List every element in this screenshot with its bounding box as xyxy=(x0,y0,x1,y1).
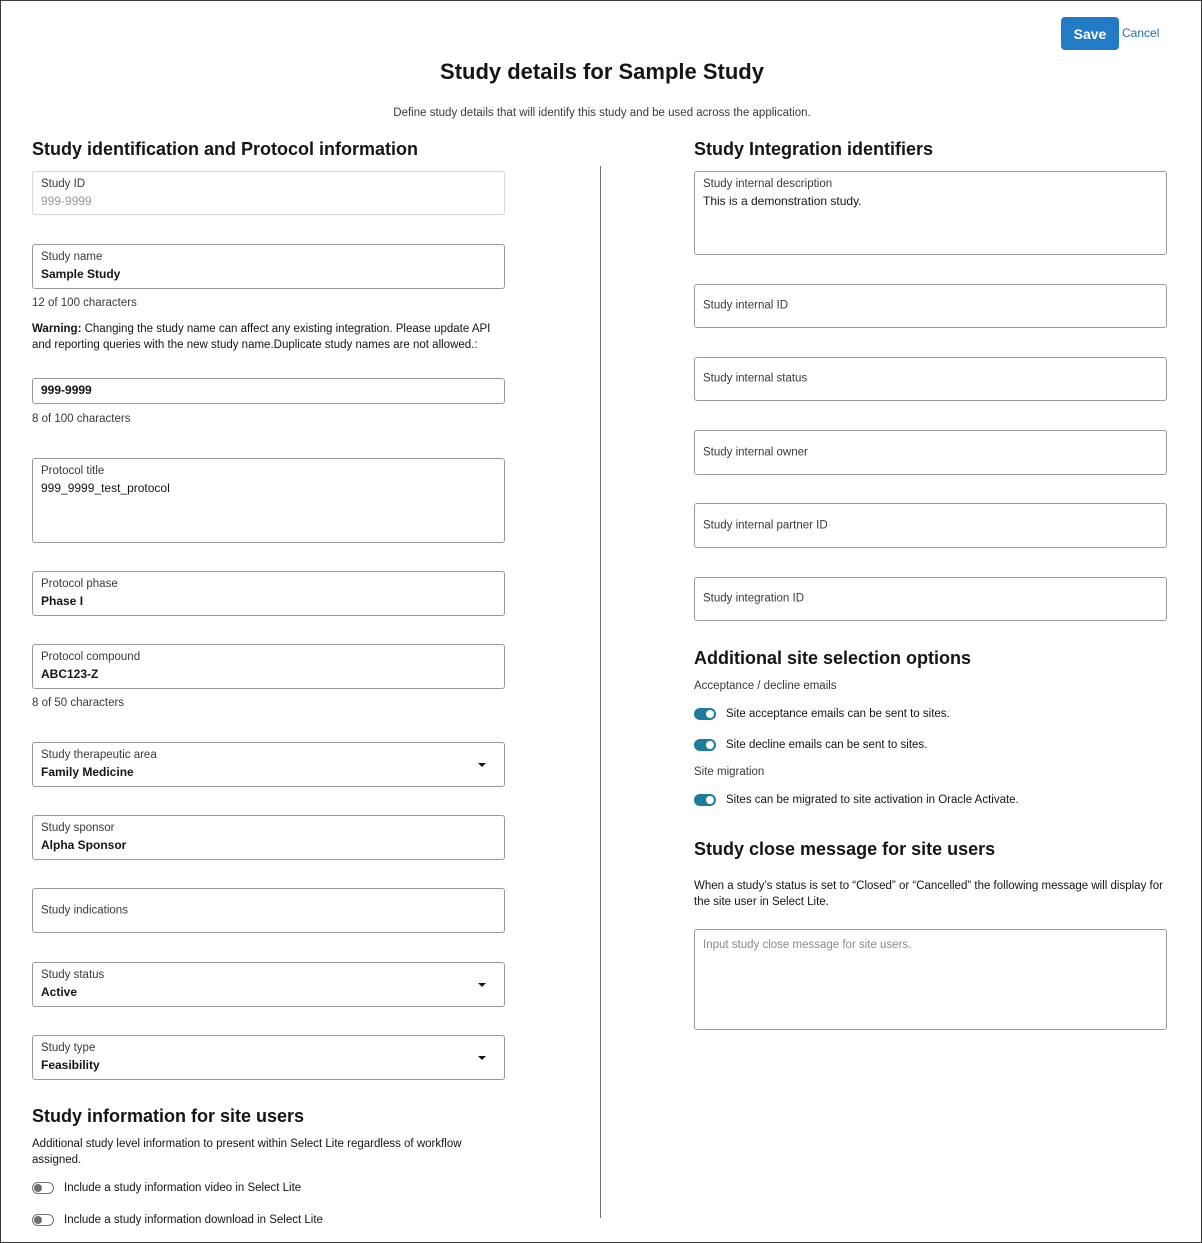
toggle-label-acceptance: Site acceptance emails can be sent to sites. xyxy=(726,708,950,720)
study-indications-label: Study indications xyxy=(41,904,128,916)
internal-description-field[interactable] xyxy=(694,171,1167,255)
column-divider xyxy=(600,166,601,1218)
study-id-value: 999-9999 xyxy=(41,194,92,208)
protocol-phase-value: Phase I xyxy=(41,594,84,608)
toggle-switch-decline[interactable] xyxy=(694,739,716,751)
close-message-placeholder: Input study close message for site users. xyxy=(703,939,912,951)
toggle-label-download: Include a study information download in Select Lite xyxy=(64,1214,323,1226)
toggle-label-video: Include a study information video in Select Lite xyxy=(64,1182,302,1194)
study-id-label: Study ID xyxy=(41,178,86,190)
chevron-down-icon[interactable] xyxy=(478,983,486,987)
therapeutic-area-select[interactable] xyxy=(32,742,505,787)
toggle-label-migration: Sites can be migrated to site activation in Oracle Activate. xyxy=(726,794,1019,806)
internal-owner-label: Study internal owner xyxy=(703,446,808,458)
close-message-textarea[interactable] xyxy=(694,929,1167,1030)
toggle-row-decline xyxy=(694,739,927,751)
internal-id-label: Study internal ID xyxy=(703,299,789,312)
protocol-compound-field[interactable] xyxy=(32,644,505,689)
section-title-site-selection: Additional site selection options xyxy=(694,648,972,668)
protocol-compound-value: ABC123-Z xyxy=(41,667,99,681)
study-indications-field[interactable] xyxy=(32,888,505,933)
protocol-title-label: Protocol title xyxy=(41,465,105,477)
internal-description-label: Study internal description xyxy=(703,178,833,190)
study-type-value: Feasibility xyxy=(41,1058,100,1072)
study-name-warning xyxy=(32,321,502,353)
therapeutic-area-value: Family Medicine xyxy=(41,765,134,779)
toggle-switch-migration[interactable] xyxy=(694,794,716,806)
page-title: Study details for Sample Study xyxy=(440,59,764,84)
study-id-field xyxy=(32,171,505,215)
section-title-identification: Study identification and Protocol information xyxy=(32,139,418,159)
integration-id-field[interactable] xyxy=(694,577,1167,621)
alt-name-input[interactable]: 999-9999 xyxy=(32,378,505,404)
study-sponsor-value: Alpha Sponsor xyxy=(41,838,127,852)
protocol-title-value: 999_9999_test_protocol xyxy=(41,481,170,495)
toggle-row-acceptance xyxy=(694,708,950,720)
protocol-phase-label: Protocol phase xyxy=(41,578,118,590)
study-name-label: Study name xyxy=(41,251,103,263)
save-button[interactable]: Save xyxy=(1061,17,1119,50)
warning-bold: Warning: xyxy=(32,323,82,335)
warning-text: Changing the study name can affect any existing integration. Please update API and reporting queries with the new study name.Duplicate study names are not allowed.: xyxy=(32,323,491,351)
acceptance-decline-label: Acceptance / decline emails xyxy=(694,680,837,692)
toggle-switch-acceptance[interactable] xyxy=(694,708,716,720)
internal-id-field[interactable] xyxy=(694,284,1167,328)
section-title-close-message: Study close message for site users xyxy=(694,839,996,859)
protocol-compound-label: Protocol compound xyxy=(41,651,141,663)
section-title-site-info: Study information for site users xyxy=(32,1106,305,1126)
integration-id-label: Study integration ID xyxy=(703,592,805,605)
toggle-switch-video[interactable] xyxy=(32,1182,54,1194)
internal-status-field[interactable] xyxy=(694,357,1167,401)
chevron-down-icon[interactable] xyxy=(478,763,486,767)
study-name-value: Sample Study xyxy=(41,267,121,281)
toggle-label-decline: Site decline emails can be sent to sites. xyxy=(726,739,928,751)
internal-partner-id-field[interactable] xyxy=(694,503,1167,548)
chevron-down-icon[interactable] xyxy=(478,1056,486,1060)
section-title-integration: Study Integration identifiers xyxy=(694,139,934,159)
page-description: Define study details that will identify this study and be used across the application. xyxy=(393,107,811,119)
study-sponsor-label: Study sponsor xyxy=(41,822,115,834)
toggle-row-video xyxy=(32,1182,301,1194)
protocol-compound-counter: 8 of 50 characters xyxy=(32,697,125,709)
internal-status-label: Study internal status xyxy=(703,372,808,385)
internal-partner-id-label: Study internal partner ID xyxy=(703,519,828,531)
internal-description-value: This is a demonstration study. xyxy=(703,194,862,208)
protocol-title-field[interactable] xyxy=(32,458,505,543)
study-status-label: Study status xyxy=(41,969,105,981)
therapeutic-area-label: Study therapeutic area xyxy=(41,749,157,761)
toggle-row-migration xyxy=(694,794,1019,806)
study-status-value: Active xyxy=(41,985,78,999)
study-name-field[interactable] xyxy=(32,244,505,289)
toggle-switch-download[interactable] xyxy=(32,1214,54,1226)
toggle-row-download xyxy=(32,1214,323,1226)
site-info-description: Additional study level information to present within Select Lite regardless of workflow assigned. xyxy=(32,1138,462,1166)
cancel-link[interactable]: Cancel xyxy=(1122,26,1160,40)
study-sponsor-field[interactable] xyxy=(32,815,505,860)
site-migration-label: Site migration xyxy=(694,766,765,778)
study-name-counter: 12 of 100 characters xyxy=(32,297,137,309)
alt-name-counter: 8 of 100 characters xyxy=(32,413,131,425)
internal-owner-field[interactable] xyxy=(694,430,1167,475)
study-type-label: Study type xyxy=(41,1042,96,1054)
study-status-select[interactable] xyxy=(32,962,505,1007)
protocol-phase-field[interactable] xyxy=(32,571,505,616)
close-message-description: When a study’s status is set to “Closed” or “Cancelled” the following message will display for the site user in Select Lite. xyxy=(694,880,1163,908)
study-type-select[interactable] xyxy=(32,1035,505,1080)
